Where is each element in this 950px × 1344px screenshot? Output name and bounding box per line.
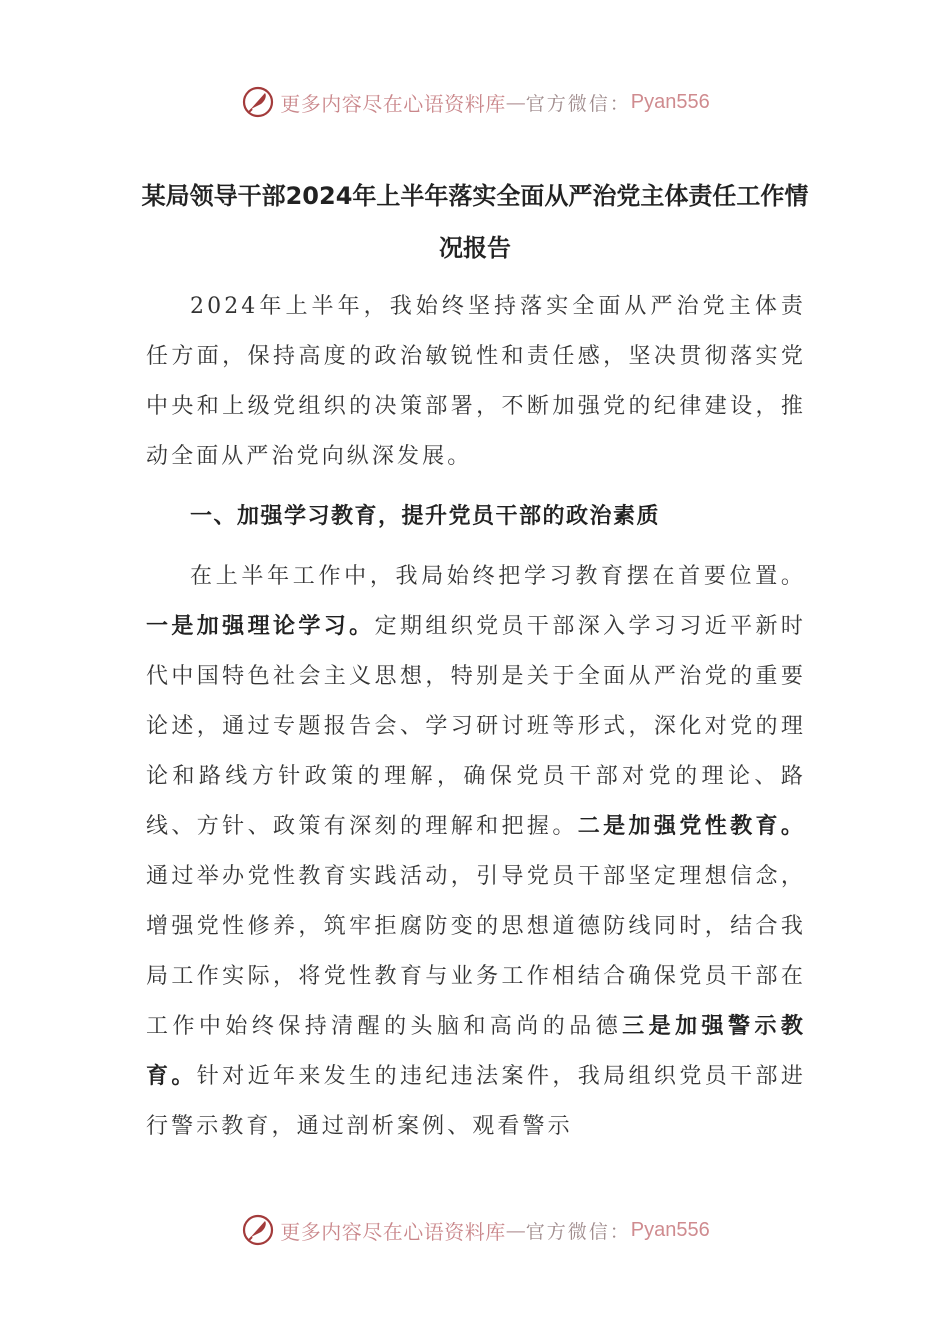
quill-logo-icon xyxy=(240,84,276,120)
point-1-title: 一是加强理论学习。 xyxy=(146,614,375,639)
point-3-title: 三是加强警示教育。 xyxy=(146,1014,806,1089)
section-lead: 在上半年工作中，我局始终把学习教育摆在首要位置。 xyxy=(190,564,806,589)
intro-paragraph: 2024年上半年，我始终坚持落实全面从严治党主体责任方面，保持高度的政治敏锐性和责任感，坚决贯彻落实党中央和上级党组织的决策部署，不断加强党的纪律建设，推动全面从严治党向纵深发展。 xyxy=(146,294,806,469)
wechat-id: Pyan556 xyxy=(630,90,710,113)
point-2-text: 通过举办党性教育实践活动，引导党员干部坚定理想信念，增强党性修养，筑牢拒腐防变的思想道德防线同时，结合我局工作实际，将党性教育与业务工作相结合确保党员干部在工作中始终保持清醒的头脑和高尚的品德 xyxy=(146,864,806,1039)
footer-banner xyxy=(0,1208,950,1252)
quill-logo-icon xyxy=(240,1212,276,1248)
banner-dash: — xyxy=(505,1218,526,1242)
point-3-text: 针对近年来发生的违纪违法案件，我局组织党员干部进行警示教育，通过剖析案例、观看警示 xyxy=(146,1064,806,1139)
header-banner xyxy=(0,80,950,124)
brand-text: 更多内容尽在心语资料库 xyxy=(280,1219,506,1244)
section-heading: 一、加强学习教育，提升党员干部的政治素质 xyxy=(190,504,661,529)
wechat-label: 官方微信： xyxy=(525,92,631,115)
wechat-label: 官方微信： xyxy=(525,1220,631,1243)
section-paragraph xyxy=(146,552,806,1152)
brand-text: 更多内容尽在心语资料库 xyxy=(280,91,506,116)
document-title: 某局领导干部2024年上半年落实全面从严治党主体责任工作情况报告 xyxy=(141,182,809,262)
point-2-title: 二是加强党性教育。 xyxy=(577,814,806,839)
point-1-text: 定期组织党员干部深入学习习近平新时代中国特色社会主义思想，特别是关于全面从严治党的重要论述，通过专题报告会、学习研讨班等形式，深化对党的理论和路线方针政策的理解，确保党员干部对党的理论、路线、方针、政策有深刻的理解和把握。 xyxy=(146,614,806,839)
wechat-id: Pyan556 xyxy=(630,1218,710,1241)
document-body xyxy=(146,282,806,1152)
banner-dash: — xyxy=(505,90,526,114)
